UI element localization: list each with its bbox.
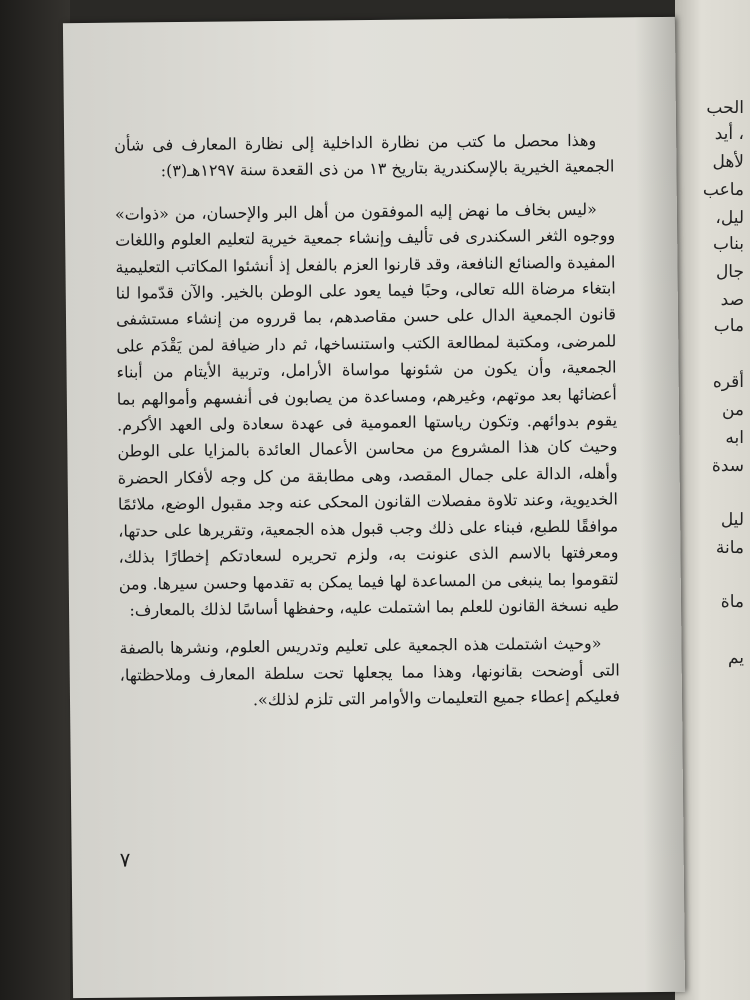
adjacent-page-fragment: من [721, 400, 744, 420]
adjacent-page-fragment: ماعب [702, 180, 744, 200]
adjacent-page-fragment: ليل [720, 510, 744, 530]
adjacent-page-fragment: جال [715, 262, 744, 282]
adjacent-page-fragment: الحب [706, 98, 744, 118]
adjacent-page-fragment: مانة [715, 538, 744, 558]
page-text [114, 127, 620, 727]
adjacent-page-fragment: سدة [711, 456, 744, 476]
adjacent-page-fragment: بناب [712, 234, 744, 254]
book-page [63, 17, 685, 998]
adjacent-page-fragment: يم [727, 648, 744, 668]
quote-paragraph-1: «ليس بخاف ما نهض إليه الموفقون من أهل البر والإحسان، من «ذوات» ووجوه الثغر السكندرى فى تأليف وإنشاء جمعية خيرية لتعليم العلوم واللغات المفيدة والصنائع النافعة، وقد قارنوا العزم بالفعل إذ أنشئوا المكاتب التعليمية ابتغاء مرضاة الله تعالى، وحبًا فيما يعود على الوطن بالخير. والآن قدّموا لنا قانون الجمعية الدال على حسن مقاصدهم، بما قرروه من إنشاء مستشفى للمرضى، ومكتبة لمطالعة الكتب واستنساخها، ثم دار ضيافة لمن يَقْدَم على الجمعية، وأن يكون من شئونها مواساة الأرامل، وتربية الأيتام من أبناء أعضائها بعد موتهم، وغيرهم، ومساعدة من يصابون فى أنفسهم وأموالهم بما يقوم بدوائهم. وتكون رياستها العمومية فى عهدة سعادة ولى العهد الأكرم. وحيث كان هذا المشروع من محاسن الأعمال العائدة بالمزايا على الوطن وأهله، الدالة على جمال المقصد، وهى مطابقة من كل وجه لأفكار الحضرة الخديوية، وعند تلاوة مفصلات القانون المحكى عنه وجد مقبول الوضع، ملائمًا موافقًا للطبع، فبناء على ذلك وجب قبول هذه الجمعية، وتقريرها على حدتها، ومعرفتها بالاسم الذى عنونت به، ولزم تحريره لسعادتكم إخطارًا بذلك، لتقوموا بما ينبغى من المساعدة لها فيما يمكن به تقدمها وحسن سيرها. ومن طيه نسخة القانون للعلم بما اشتملت عليه، وحفظها أساسًا لذلك بالمعارف: [114, 199, 620, 620]
adjacent-page-edge [675, 0, 750, 1000]
adjacent-page-fragment: ابه [725, 428, 744, 448]
adjacent-page-fragment: صد [720, 290, 744, 310]
adjacent-page-fragment: ماب [713, 316, 744, 336]
adjacent-page-fragment: لأهل [712, 152, 744, 172]
intro-paragraph: وهذا محصل ما كتب من نظارة الداخلية إلى نظارة المعارف فى شأن الجمعية الخيرية بالإسكندرية بتاريخ ١٣ من ذى القعدة سنة ١٢٩٧هـ(٣): [114, 130, 615, 181]
adjacent-page-fragment: ، أيد [714, 124, 744, 144]
page-number: ٧ [119, 847, 131, 872]
dark-background [0, 0, 70, 1000]
adjacent-page-fragment: ماة [720, 592, 744, 612]
adjacent-page-fragment: ليل، [715, 208, 744, 228]
adjacent-page-fragment: أقره [712, 372, 744, 392]
quote-paragraph-2: «وحيث اشتملت هذه الجمعية على تعليم وتدريس العلوم، ونشرها بالصفة التى أوضحت بقانونها، وهذا مما يجعلها تحت سلطة المعارف وملاحظتها، فعليكم إعطاء جميع التعليمات والأوامر التى تلزم لذلك». [119, 633, 621, 710]
